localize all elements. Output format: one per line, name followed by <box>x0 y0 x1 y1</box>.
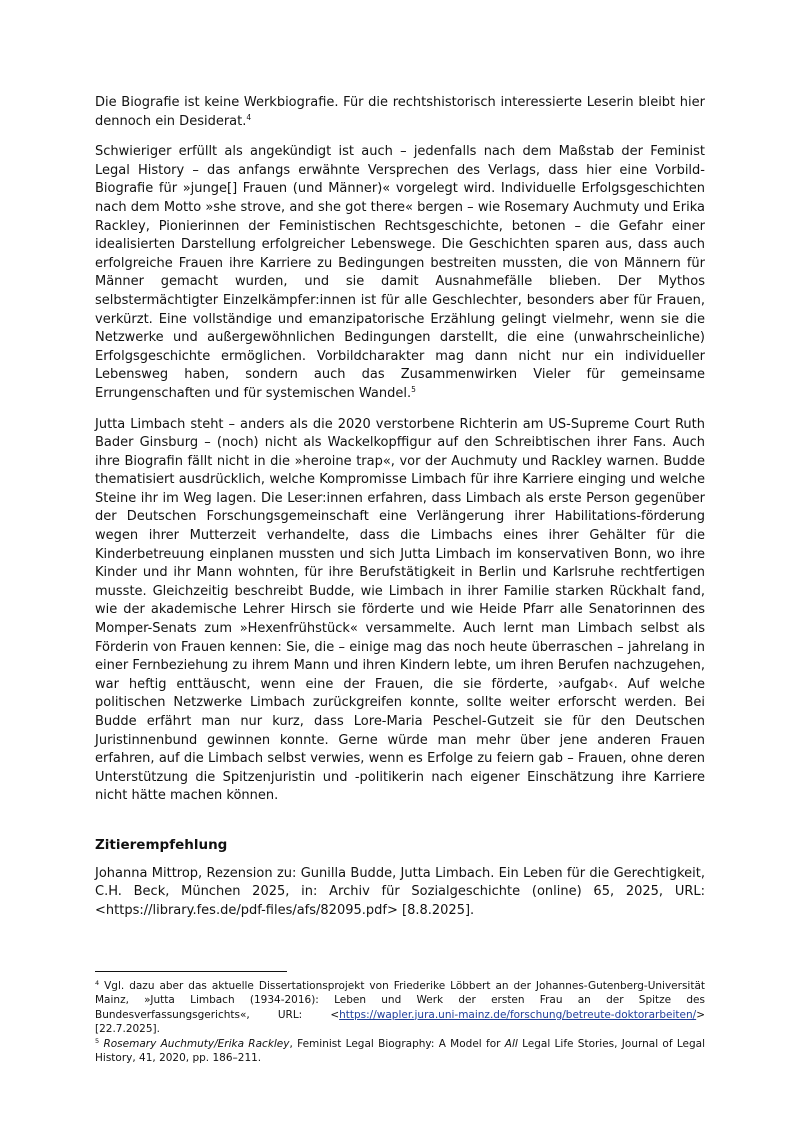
footnote-4 <box>95 979 705 1037</box>
footnotes <box>95 971 705 1065</box>
footnote-5-authors: Rosemary Auchmuty/Erika Rackley <box>103 1037 290 1050</box>
page-body <box>95 94 705 932</box>
citation-heading: Zitierempfehlung <box>95 836 228 853</box>
paragraph-1-text: Die Biografie ist keine Werkbiografie. Für die rechtshistorisch interessierte Leserin bleibt hier dennoch ein Desiderat. <box>95 95 705 129</box>
footnote-number: 5 <box>95 1036 100 1045</box>
footnote-4-date: > [22.7.2025]. <box>95 1008 705 1036</box>
paragraph-2 <box>95 143 705 403</box>
footnote-5-text-a: , Feminist Legal Biography: A Model for <box>289 1037 505 1050</box>
footnote-4-link[interactable]: https://wapler.jura.uni-mainz.de/forschung/betreute-doktorarbeiten/ <box>339 1008 697 1021</box>
paragraph-2-text: Schwieriger erfüllt als angekündigt ist auch – jedenfalls nach dem Maßstab der Feminist Legal History – das anfangs erwähnte Versprechen des Verlags, dass hier eine Vorbild-Biografie für »junge[] Frauen (und Männer)« vorgelegt wird. Individuelle Erfolgsgeschichten nach dem Motto »she strove, and she got there« bergen – wie Rosemary Auchmuty und Erika Rackley, Pionierinnen der Feministischen Rechtsgeschichte, betonen – die Gefahr einer idealisierten Darstellung erfolgreicher Lebenswege. Die Geschichten sparen aus, dass auch erfolgreiche Frauen ihre Karriere zu Bedingungen bestreiten mussten, die von Männern für Männer gemacht wurden, und sie damit Ausnahmefälle blieben. Der Mythos selbstermächtigter Einzelkämpfer:innen ist für alle Geschlechter, besonders aber für Frauen, verkürzt. Eine vollständige und emanzipatorische Erzählung gelingt vielmehr, wenn sie die Netzwerke und außergewöhnlichen Bedingungen darstellt, die eine (unwahrscheinliche) Erfolgsgeschichte ermöglichen. Vorbildcharakter mag dann nicht nur ein individueller Lebensweg haben, sondern auch das Zusammenwirken Vieler für gemeinsame Errungenschaften und für systemischen Wandel. <box>95 144 705 401</box>
footnote-divider <box>95 971 287 972</box>
paragraph-3 <box>95 416 705 806</box>
footnote-4-text: Vgl. dazu aber das aktuelle Dissertationsprojekt von Friederike Löbbert an der Johannes-Gutenberg-Universität Mainz, »Jutta Limbach (1934-2016): Leben und Werk der ersten Frau an der Spitze des Bundesverfassungsgerichts«, URL: < <box>95 980 705 1021</box>
footnote-5-italic: All <box>504 1037 518 1050</box>
footnote-5 <box>95 1037 705 1066</box>
footnote-5-text-b: Legal Life Stories, Journal of Legal History, 41, 2020, pp. 186–211. <box>95 1037 705 1065</box>
footnote-ref-5[interactable]: 5 <box>411 384 416 394</box>
paragraph-1 <box>95 94 705 131</box>
citation-text: Johanna Mittrop, Rezension zu: Gunilla Budde, Jutta Limbach. Ein Leben für die Gerechtigkeit, C.H. Beck, München 2025, in: Archiv für Sozialgeschichte (online) 65, 2025, URL: <https://library.fes.de/pdf-files/afs/82095.pdf> [8.8.2025]. <box>95 865 705 918</box>
footnote-number: 4 <box>95 979 100 987</box>
paragraph-3-text: Jutta Limbach steht – anders als die 2020 verstorbene Richterin am US-Supreme Court Ruth Bader Ginsburg – (noch) nicht als Wackelkopffigur auf den Schreibtischen ihrer Fans. Auch ihre Biografin fällt nicht in die »heroine trap«, vor der Auchmuty und Rackley warnen. Budde thematisiert ausdrücklich, welche Kompromisse Limbach für ihre Karriere einging und welche Steine ihr im Weg lagen. Die Leser:innen erfahren, dass Limbach als erste Person gegenüber der Deutschen Forschungsgemeinschaft eine Verlängerung ihrer Habilitations-förderung wegen ihrer Mutterzeit verhandelte, dass die Limbachs eines ihrer Gehälter für die Kinderbetreuung einplanen mussten und sich Jutta Limbach im konservativen Bonn, wo ihre Kinder und ihr Mann wohnten, für ihre Berufstätigkeit in Berlin und Karlsruhe rechtfertigen musste. Gleichzeitig beschreibt Budde, wie Limbach in ihrer Familie starken Rückhalt fand, wie der akademische Lehrer Hirsch sie förderte und wie Heide Pfarr alle Senatorinnen des Momper-Senats zum »Hexenfrühstück« versammelte. Auch lernt man Limbach selbst als Förderin von Frauen kennen: Sie, die – einige mag das noch heute überraschen – jahrelang in einer Fernbeziehung zu ihrem Mann und ihren Kindern lebte, um ihren Berufen nachzugehen, war heftig enttäuscht, wenn eine der Frauen, die sie förderte, ›aufgab‹. Auf welche politischen Netzwerke Limbach zurückgreifen konnte, sollte weiter erforscht werden. Bei Budde erfährt man nur kurz, dass Lore-Maria Peschel-Gutzeit sie für den Deutschen Juristinnenbund gewinnen konnte. Gerne würde man mehr über jene anderen Frauen erfahren, auf die Limbach selbst verwies, wenn es Erfolge zu feiern gab – Frauen, ohne deren Unterstützung die Spitzenjuristin und -politikerin nach eigener Einschätzung ihre Karriere nicht hätte machen können. <box>95 416 705 804</box>
footnote-ref-4[interactable]: 4 <box>246 112 252 122</box>
